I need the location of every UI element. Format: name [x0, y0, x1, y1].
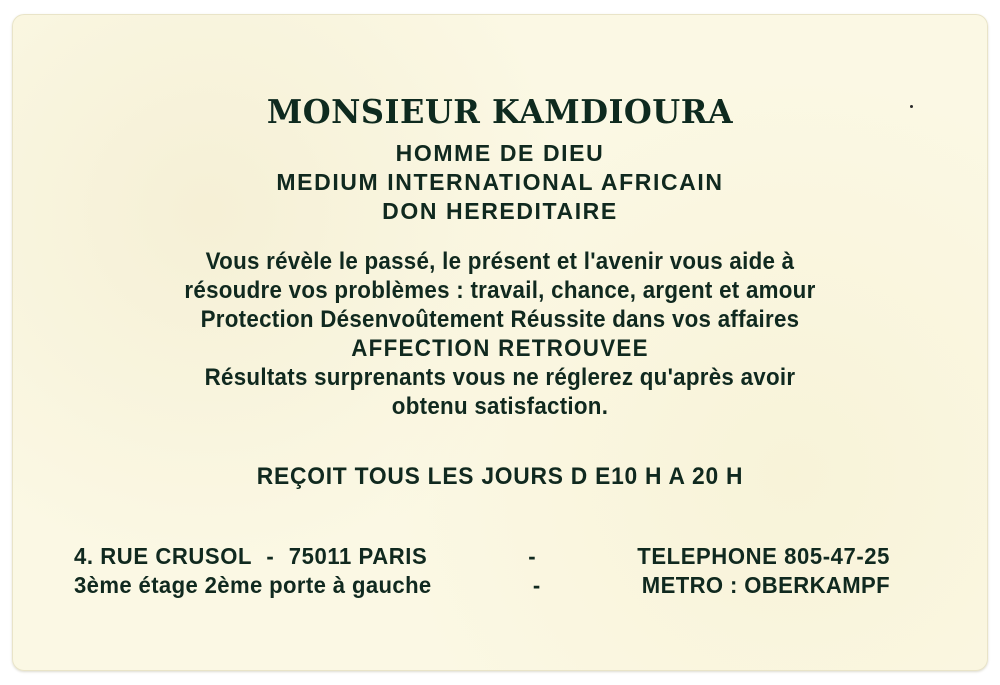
address-city: 75011 PARIS: [288, 543, 428, 569]
subtitle-homme-de-dieu: HOMME DE DIEU: [395, 140, 605, 166]
address-floor: 3ème étage 2ème porte à gauche: [74, 572, 432, 598]
business-card: [12, 14, 988, 671]
description-line-3: Protection Désenvoûtement Réussite dans vos affaires: [200, 306, 800, 333]
metro-label: METRO :: [641, 572, 738, 598]
card-name-title: MONSIEUR KAMDIOURA: [266, 92, 734, 131]
telephone-number: 805-47-25: [784, 543, 890, 569]
description-line-1: Vous révèle le passé, le présent et l'avenir vous aide à: [205, 248, 795, 275]
address-line-1: [74, 543, 890, 570]
description-line-6: obtenu satisfaction.: [391, 393, 609, 420]
street-text: 4. RUE CRUSOL: [74, 543, 253, 569]
separator: -: [266, 543, 275, 569]
description-line-2: résoudre vos problèmes : travail, chance, argent et amour: [184, 277, 816, 304]
separator: -: [532, 572, 541, 598]
metro-station: OBERKAMPF: [744, 572, 890, 598]
opening-hours: REÇOIT TOUS LES JOURS D E10 H A 20 H: [256, 463, 744, 490]
separator: -: [528, 543, 537, 569]
telephone-block: [637, 543, 890, 570]
paper-speck: [910, 105, 913, 108]
description-line-5: Résultats surprenants vous ne réglerez qu'après avoir: [204, 364, 796, 391]
description-affection-retrouvee: AFFECTION RETROUVEE: [351, 335, 649, 362]
telephone-label: TELEPHONE: [637, 543, 778, 569]
address-line-2: [74, 572, 890, 599]
metro-block: [642, 572, 890, 599]
address-street: [74, 543, 427, 570]
subtitle-medium: MEDIUM INTERNATIONAL AFRICAIN: [276, 169, 724, 195]
subtitle-don-hereditaire: DON HEREDITAIRE: [382, 198, 618, 224]
